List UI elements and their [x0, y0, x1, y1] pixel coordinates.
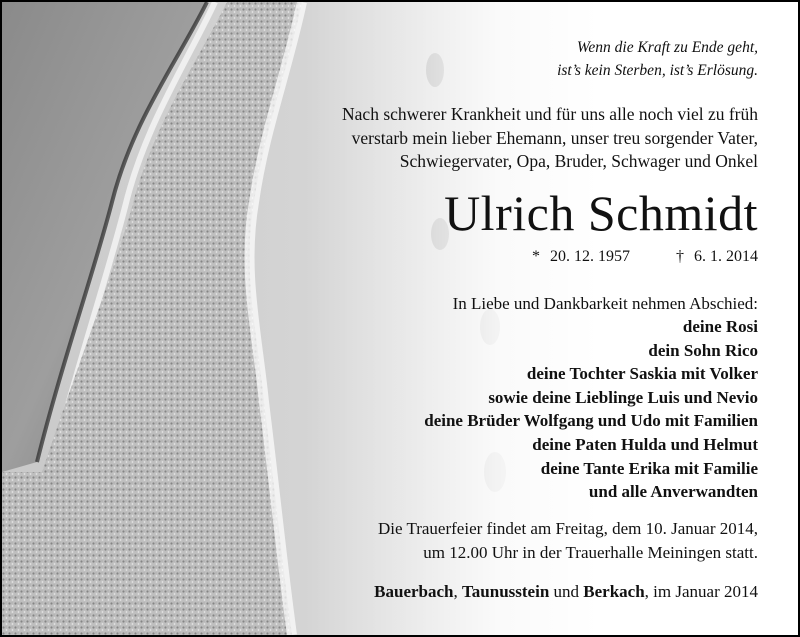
epigraph-quote — [557, 36, 758, 82]
funeral-line: Die Trauerfeier findet am Freitag, dem 10. Januar 2014, — [377, 519, 758, 538]
mourner-item: sowie deine Lieblinge Luis und Nevio — [488, 387, 758, 407]
deceased-name: Ulrich Schmidt — [444, 185, 758, 241]
death-date-group — [676, 246, 758, 268]
town-name: Taunusstein — [462, 582, 550, 601]
announcement-line: Schwiegervater, Opa, Bruder, Schwager und Onkel — [399, 151, 758, 171]
issue-date: , im Januar 2014 — [644, 582, 758, 601]
place-and-date — [374, 580, 758, 604]
mourner-item: deine Tante Erika mit Familie — [540, 458, 758, 478]
birth-symbol: * — [532, 248, 540, 265]
mourner-item: dein Sohn Rico — [648, 340, 758, 360]
town-name: Berkach — [583, 582, 645, 601]
mourner-item: deine Paten Hulda und Helmut — [532, 434, 758, 454]
mourner-item: und alle Anverwandten — [588, 482, 758, 502]
mourners-intro: In Liebe und Dankbarkeit nehmen Abschied: — [452, 294, 758, 313]
death-symbol: † — [676, 248, 684, 265]
mourner-item: deine Rosi — [682, 317, 758, 336]
town-name: Bauerbach — [374, 582, 454, 601]
birth-date: 20. 12. 1957 — [550, 248, 630, 265]
quote-line: Wenn die Kraft zu Ende geht, — [576, 39, 758, 56]
funeral-notice — [378, 517, 758, 564]
separator: , — [453, 582, 463, 601]
mourner-item: deine Brüder Wolfgang und Udo mit Familien — [424, 411, 758, 431]
quote-line: ist’s kein Sterben, ist’s Erlösung. — [557, 62, 758, 79]
separator: und — [549, 582, 584, 601]
announcement-text — [342, 103, 758, 174]
death-date: 6. 1. 2014 — [694, 248, 758, 265]
funeral-line: um 12.00 Uhr in der Trauerhalle Meiningen statt. — [423, 542, 758, 562]
birth-date-group — [532, 246, 630, 268]
announcement-line: verstarb mein lieber Ehemann, unser treu sorgender Vater, — [351, 127, 758, 148]
announcement-line: Nach schwerer Krankheit und für uns alle noch viel zu früh — [342, 104, 758, 124]
mourners-list — [424, 315, 758, 504]
mourner-item: deine Tochter Saskia mit Volker — [526, 364, 758, 384]
life-dates — [532, 246, 758, 268]
